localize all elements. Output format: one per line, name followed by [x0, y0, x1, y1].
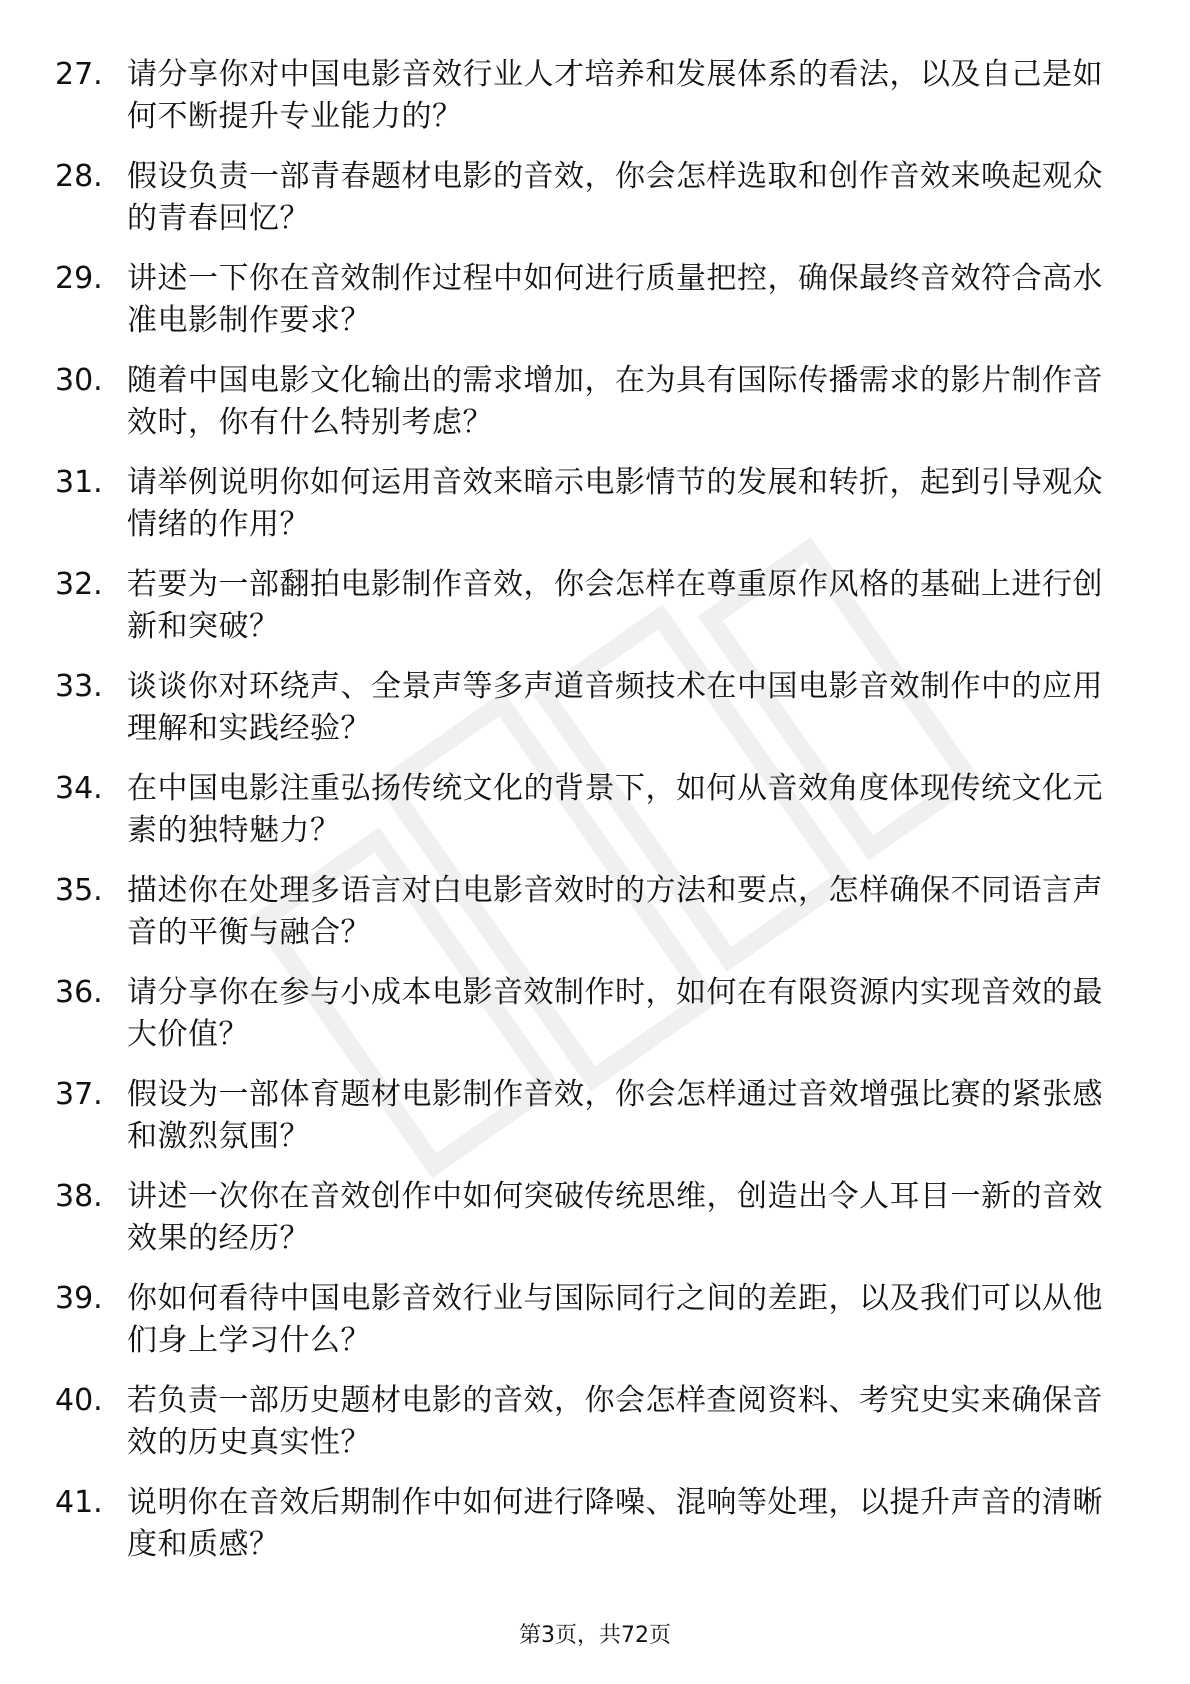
- question-item: [55, 768, 1115, 852]
- question-text: 请举例说明你如何运用音效来暗示电影情节的发展和转折，起到引导观众情绪的作用？: [127, 465, 1103, 542]
- question-text: 若要为一部翻拍电影制作音效，你会怎样在尊重原作风格的基础上进行创新和突破？: [127, 567, 1103, 644]
- question-number: 40.: [55, 1383, 103, 1418]
- question-number: 31.: [55, 465, 103, 500]
- question-text: 请分享你对中国电影音效行业人才培养和发展体系的看法，以及自己是如何不断提升专业能力的？: [127, 57, 1103, 134]
- question-number: 36.: [55, 975, 103, 1010]
- question-item: [55, 1176, 1115, 1260]
- question-number: 34.: [55, 771, 103, 806]
- page-footer: [0, 1622, 1190, 1650]
- question-text: 请分享你在参与小成本电影音效制作时，如何在有限资源内实现音效的最大价值？: [127, 975, 1103, 1052]
- question-text: 说明你在音效后期制作中如何进行降噪、混响等处理，以提升声音的清晰度和质感？: [127, 1485, 1103, 1562]
- question-text: 你如何看待中国电影音效行业与国际同行之间的差距，以及我们可以从他们身上学习什么？: [127, 1281, 1103, 1358]
- question-text: 讲述一下你在音效制作过程中如何进行质量把控，确保最终音效符合高水准电影制作要求？: [127, 261, 1103, 338]
- question-item: [55, 360, 1115, 444]
- question-item: [55, 564, 1115, 648]
- question-item: [55, 1278, 1115, 1362]
- question-number: 38.: [55, 1179, 103, 1214]
- question-item: [55, 870, 1115, 954]
- question-text: 描述你在处理多语言对白电影音效时的方法和要点，怎样确保不同语言声音的平衡与融合？: [127, 873, 1103, 950]
- question-number: 28.: [55, 159, 103, 194]
- question-number: 39.: [55, 1281, 103, 1316]
- page-number-label: 第3页，共72页: [519, 1623, 671, 1648]
- question-text: 随着中国电影文化输出的需求增加，在为具有国际传播需求的影片制作音效时，你有什么特别考虑？: [127, 363, 1103, 440]
- question-item: [55, 666, 1115, 750]
- question-number: 37.: [55, 1077, 103, 1112]
- question-text: 假设为一部体育题材电影制作音效，你会怎样通过音效增强比赛的紧张感和激烈氛围？: [127, 1077, 1103, 1154]
- question-item: [55, 462, 1115, 546]
- question-text: 讲述一次你在音效创作中如何突破传统思维，创造出令人耳目一新的音效效果的经历？: [127, 1179, 1103, 1256]
- question-number: 30.: [55, 363, 103, 398]
- question-text: 谈谈你对环绕声、全景声等多声道音频技术在中国电影音效制作中的应用理解和实践经验？: [127, 669, 1103, 746]
- question-number: 33.: [55, 669, 103, 704]
- question-item: [55, 54, 1115, 138]
- question-item: [55, 258, 1115, 342]
- question-item: [55, 1074, 1115, 1158]
- question-item: [55, 1380, 1115, 1464]
- question-item: [55, 1482, 1115, 1566]
- question-number: 41.: [55, 1485, 103, 1520]
- question-text: 假设负责一部青春题材电影的音效，你会怎样选取和创作音效来唤起观众的青春回忆？: [127, 159, 1103, 236]
- question-item: [55, 156, 1115, 240]
- question-list: [55, 54, 1115, 1584]
- question-number: 29.: [55, 261, 103, 296]
- question-number: 35.: [55, 873, 103, 908]
- question-text: 在中国电影注重弘扬传统文化的背景下，如何从音效角度体现传统文化元素的独特魅力？: [127, 771, 1103, 848]
- question-item: [55, 972, 1115, 1056]
- question-number: 27.: [55, 57, 103, 92]
- question-number: 32.: [55, 567, 103, 602]
- question-text: 若负责一部历史题材电影的音效，你会怎样查阅资料、考究史实来确保音效的历史真实性？: [127, 1383, 1103, 1460]
